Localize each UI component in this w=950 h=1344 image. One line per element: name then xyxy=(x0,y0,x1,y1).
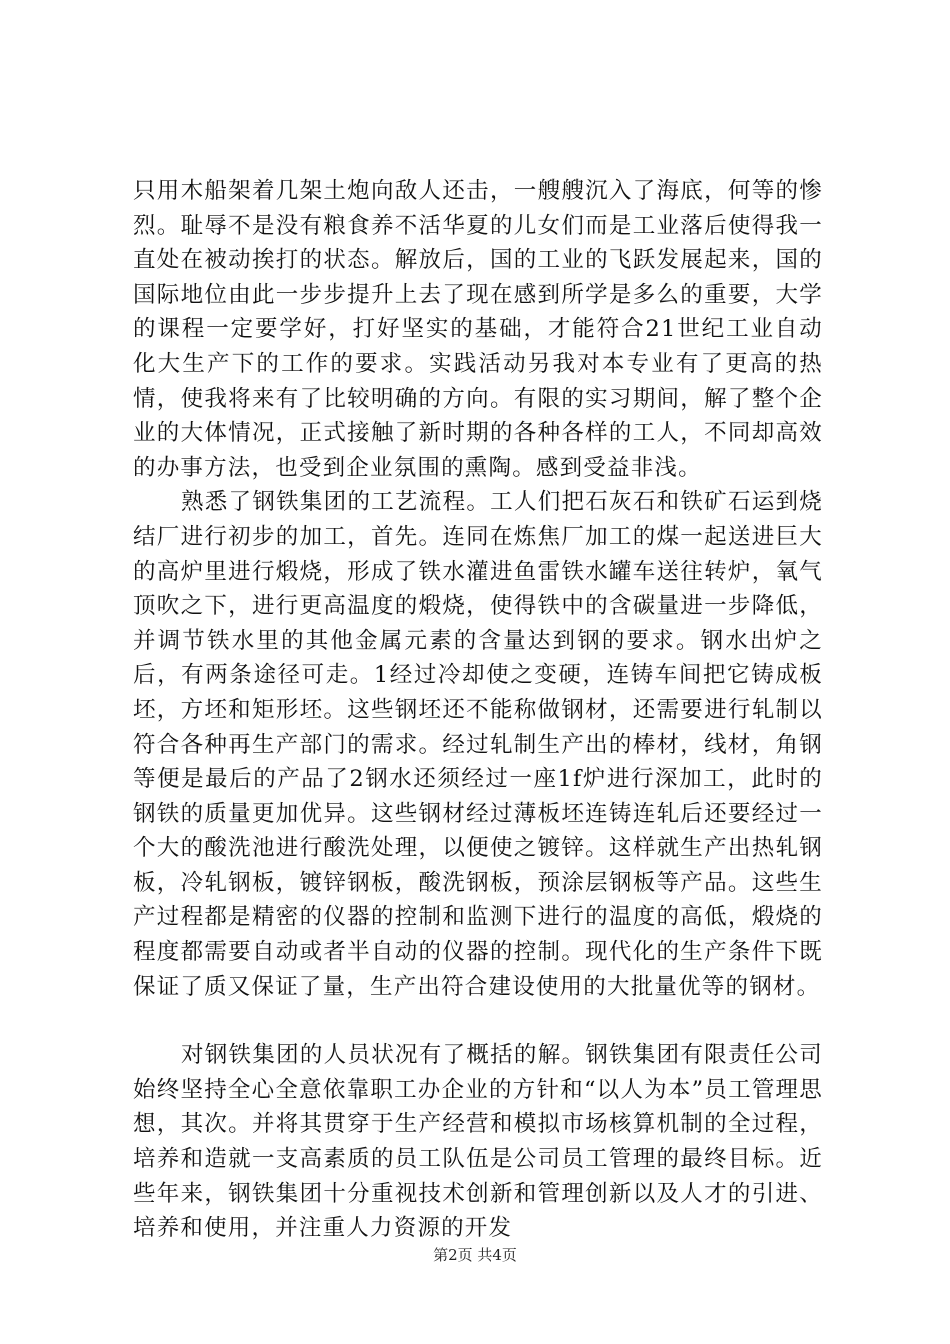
paragraph-2: 熟悉了钢铁集团的工艺流程。工人们把石灰石和铁矿石运到烧结厂进行初步的加工，首先。连同在炼焦厂加工的煤一起送进巨大的高炉里进行煅烧，形成了铁水灌进鱼雷铁水罐车送往转炉，氧气顶吹之下，进行更高温度的煅烧，使得铁中的含碳量进一步降低，并调节铁水里的其他金属元素的含量达到钢的要求。钢水出炉之后，有两条途径可走。1经过冷却使之变硬，连铸车间把它铸成板坯，方坯和矩形坯。这些钢坯还不能称做钢材，还需要进行轧制以符合各种再生产部门的需求。经过轧制生产出的棒材，线材，角钢等便是最后的产品了2钢水还须经过一座1f炉进行深加工，此时的钢铁的质量更加优异。这些钢材经过薄板坯连铸连轧后还要经过一个大的酸洗池进行酸洗处理，以便使之镀锌。这样就生产出热轧钢板，冷轧钢板，镀锌钢板，酸洗钢板，预涂层钢板等产品。这些生产过程都是精密的仪器的控制和监测下进行的温度的高低，煅烧的程度都需要自动或者半自动的仪器的控制。现代化的生产条件下既保证了质又保证了量，生产出符合建设使用的大批量优等的钢材。 xyxy=(133,489,823,1000)
paragraph-3: 对钢铁集团的人员状况有了概括的解。钢铁集团有限责任公司始终坚持全心全意依靠职工办企业的方针和“以人为本”员工管理思想，其次。并将其贯穿于生产经营和模拟市场核算机制的全过程，培养和造就一支高素质的员工队伍是公司员工管理的最终目标。近些年来，钢铁集团十分重视技术创新和管理创新以及人才的引进、培养和使用，并注重人力资源的开发 xyxy=(133,1042,823,1242)
document-body xyxy=(133,174,823,1246)
page-number-footer: 第2页 共4页 xyxy=(433,1246,517,1264)
paragraph-1: 只用木船架着几架土炮向敌人还击，一艘艘沉入了海底，何等的惨烈。耻辱不是没有粮食养不活华夏的儿女们而是工业落后使得我一直处在被动挨打的状态。解放后，国的工业的飞跃发展起来，国的国际地位由此一步步提升上去了现在感到所学是多么的重要，大学的课程一定要学好，打好坚实的基础，才能符合21世纪工业自动化大生产下的工作的要求。实践活动另我对本专业有了更高的热情，使我将来有了比较明确的方向。有限的实习期间，解了整个企业的大体情况，正式接触了新时期的各种各样的工人，不同却高效的办事方法，也受到企业氛围的熏陶。感到受益非浅。 xyxy=(133,178,823,481)
